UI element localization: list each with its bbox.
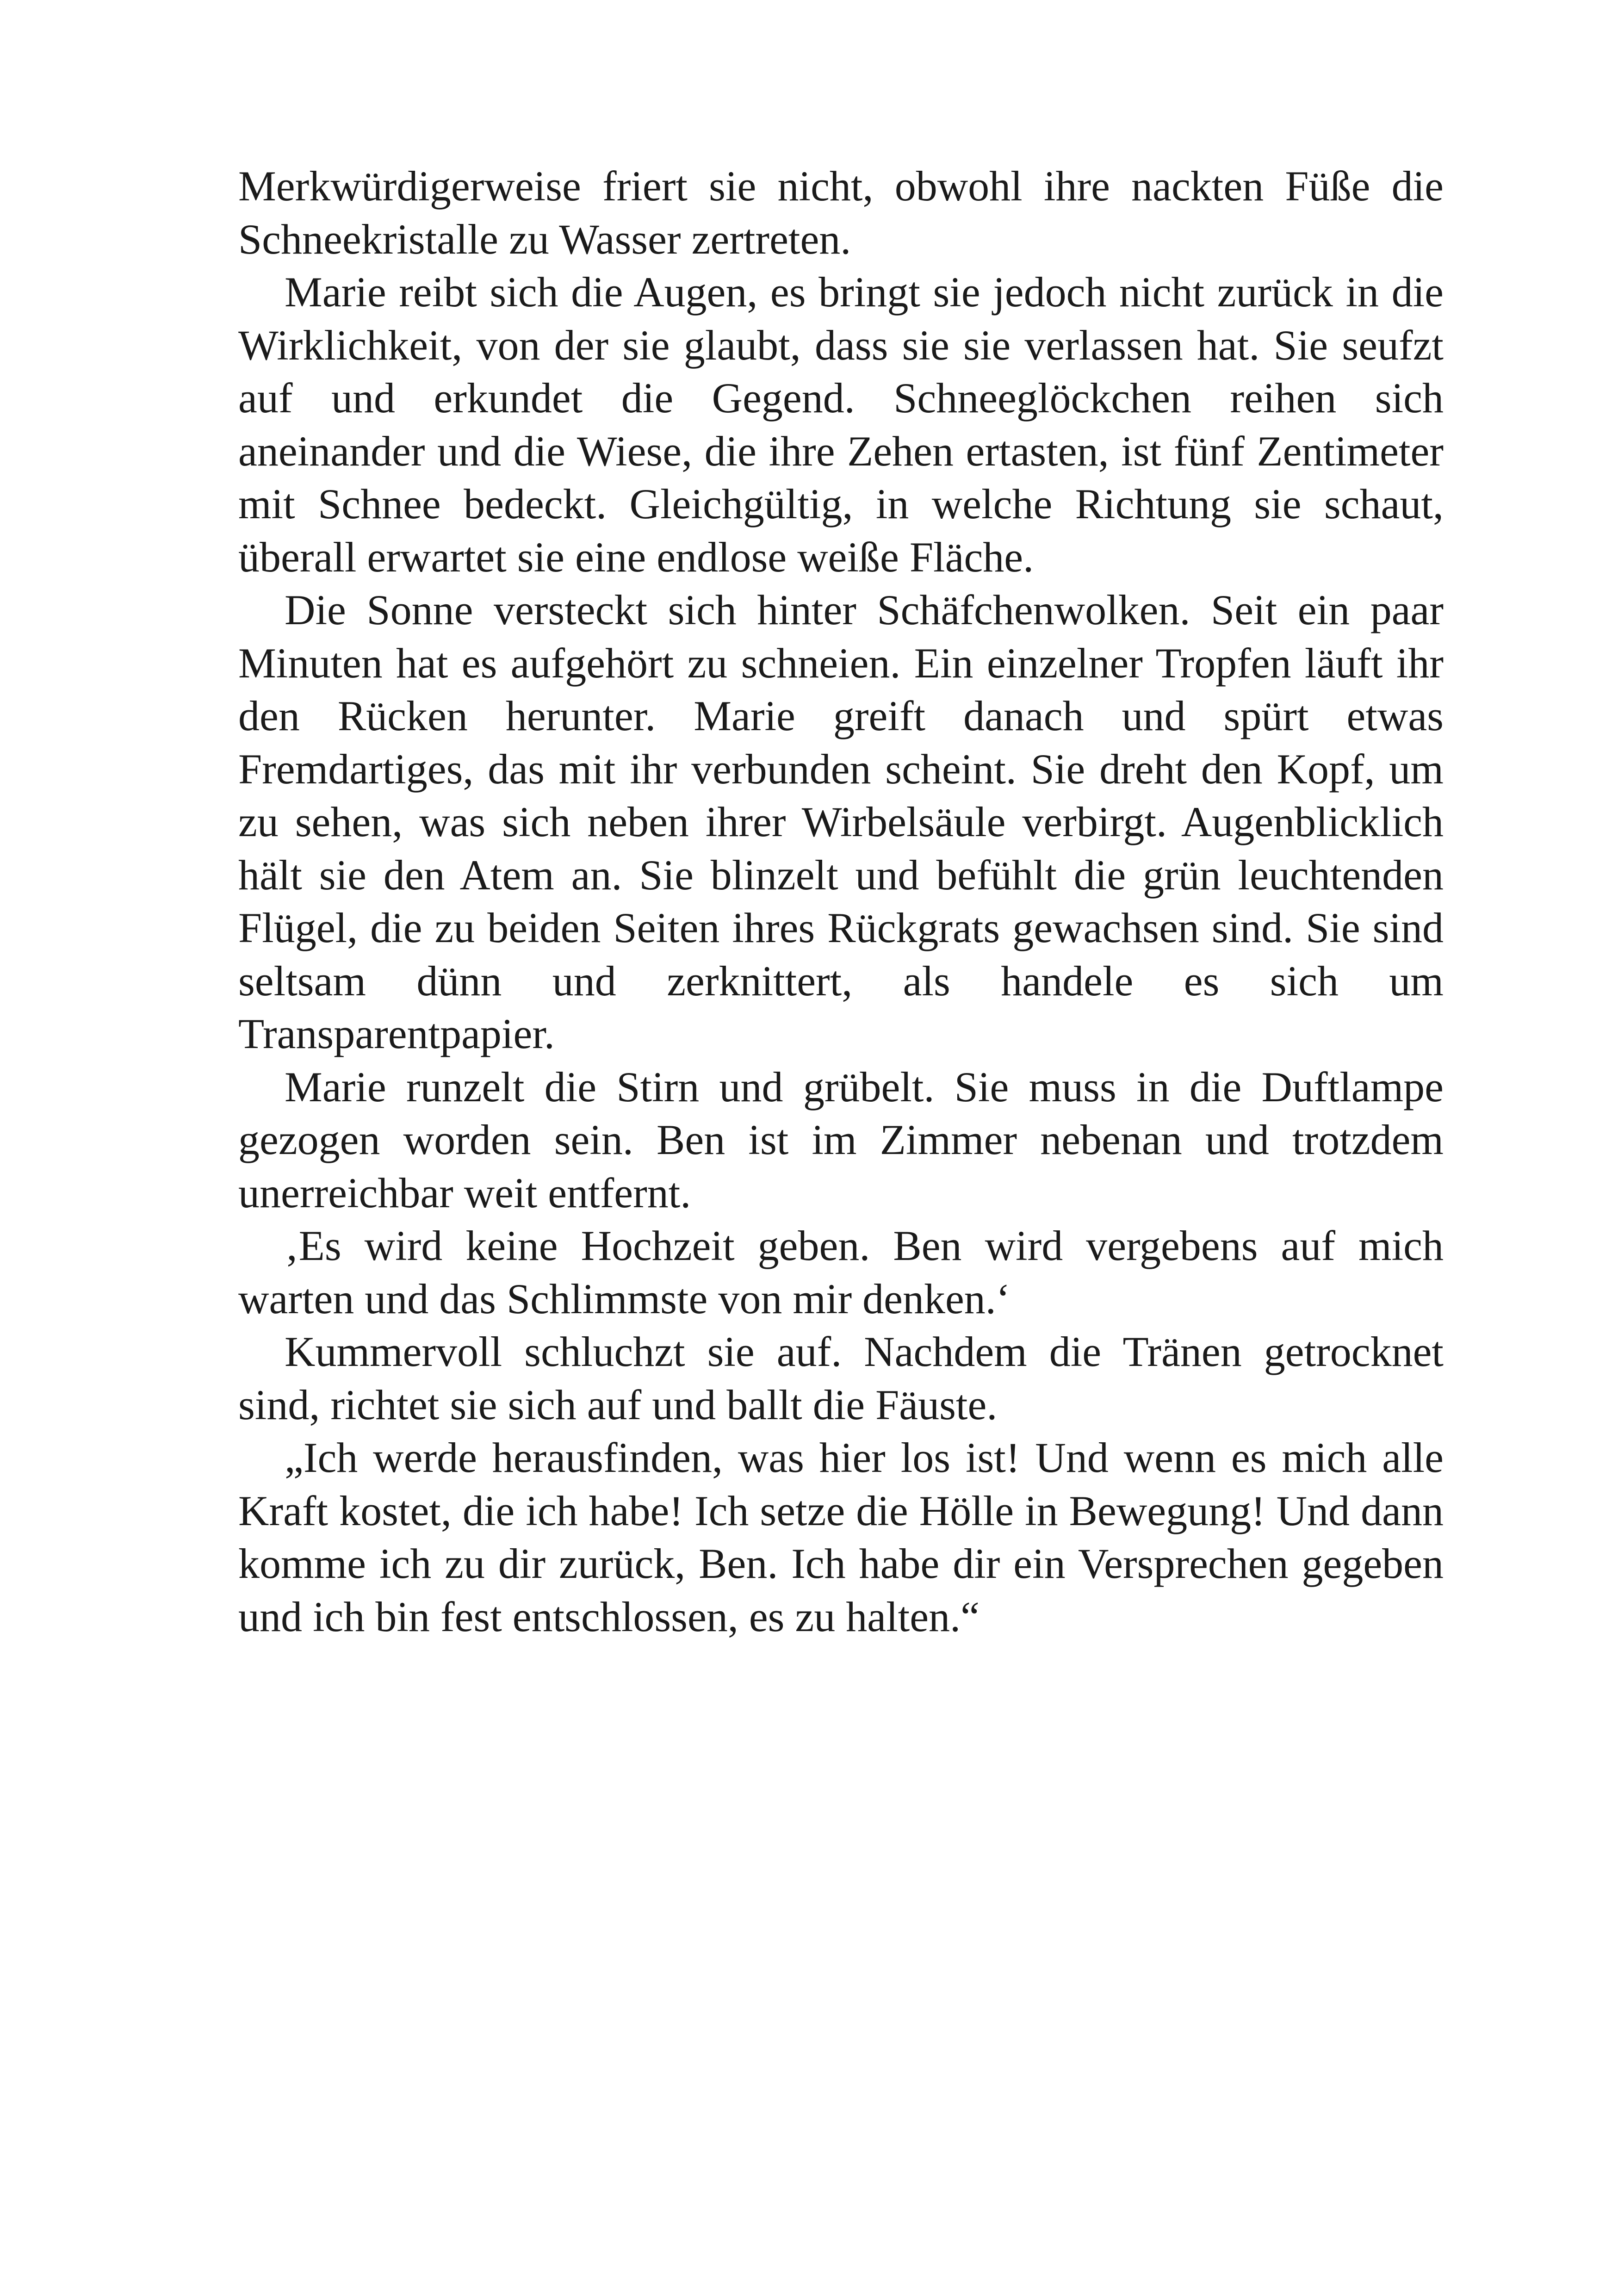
- paragraph-1: Merkwürdigerweise friert sie nicht, obwohl ihre nackten Füße die Schneekristalle zu Wasser zertreten.: [238, 162, 1444, 263]
- paragraph-2: Marie reibt sich die Augen, es bringt sie jedoch nicht zurück in die Wirklichkeit, von der sie glaubt, dass sie sie verlassen hat. Sie seufzt auf und erkundet die Gegend. Schneeglöckchen reihen sich aneinander und die Wiese, die ihre Zehen ertasten, ist fünf Zentimeter mit Schnee bedeckt. Gleichgültig, in welche Richtung sie schaut, überall erwartet sie eine endlose weiße Fläche.: [238, 268, 1444, 581]
- body-text: [238, 160, 1444, 1643]
- paragraph-6: Kummervoll schluchzt sie auf. Nachdem die Tränen getrocknet sind, richtet sie sich auf und ballt die Fäuste.: [238, 1328, 1444, 1428]
- paragraph-5: ‚Es wird keine Hochzeit geben. Ben wird vergebens auf mich warten und das Schlimmste von mir denken.‘: [238, 1222, 1444, 1322]
- paragraph-7: „Ich werde herausfinden, was hier los ist! Und wenn es mich alle Kraft kostet, die ich habe! Ich setze die Hölle in Bewegung! Und dann komme ich zu dir zurück, Ben. Ich habe dir ein Versprechen gegeben und ich bin fest entschlossen, es zu halten.“: [238, 1434, 1444, 1640]
- paragraph-4: Marie runzelt die Stirn und grübelt. Sie muss in die Duftlampe gezogen worden sein. Ben ist im Zimmer nebenan und trotzdem unerreichbar weit entfernt.: [238, 1063, 1444, 1216]
- paragraph-3: Die Sonne versteckt sich hinter Schäfchenwolken. Seit ein paar Minuten hat es aufgehört zu schneien. Ein einzelner Tropfen läuft ihr den Rücken herunter. Marie greift danach und spürt etwas Fremdartiges, das mit ihr verbunden scheint. Sie dreht den Kopf, um zu sehen, was sich neben ihrer Wirbelsäule verbirgt. Augenblicklich hält sie den Atem an. Sie blinzelt und befühlt die grün leuchtenden Flügel, die zu beiden Seiten ihres Rückgrats gewachsen sind. Sie sind seltsam dünn und zerknittert, als handele es sich um Transparentpapier.: [238, 586, 1444, 1057]
